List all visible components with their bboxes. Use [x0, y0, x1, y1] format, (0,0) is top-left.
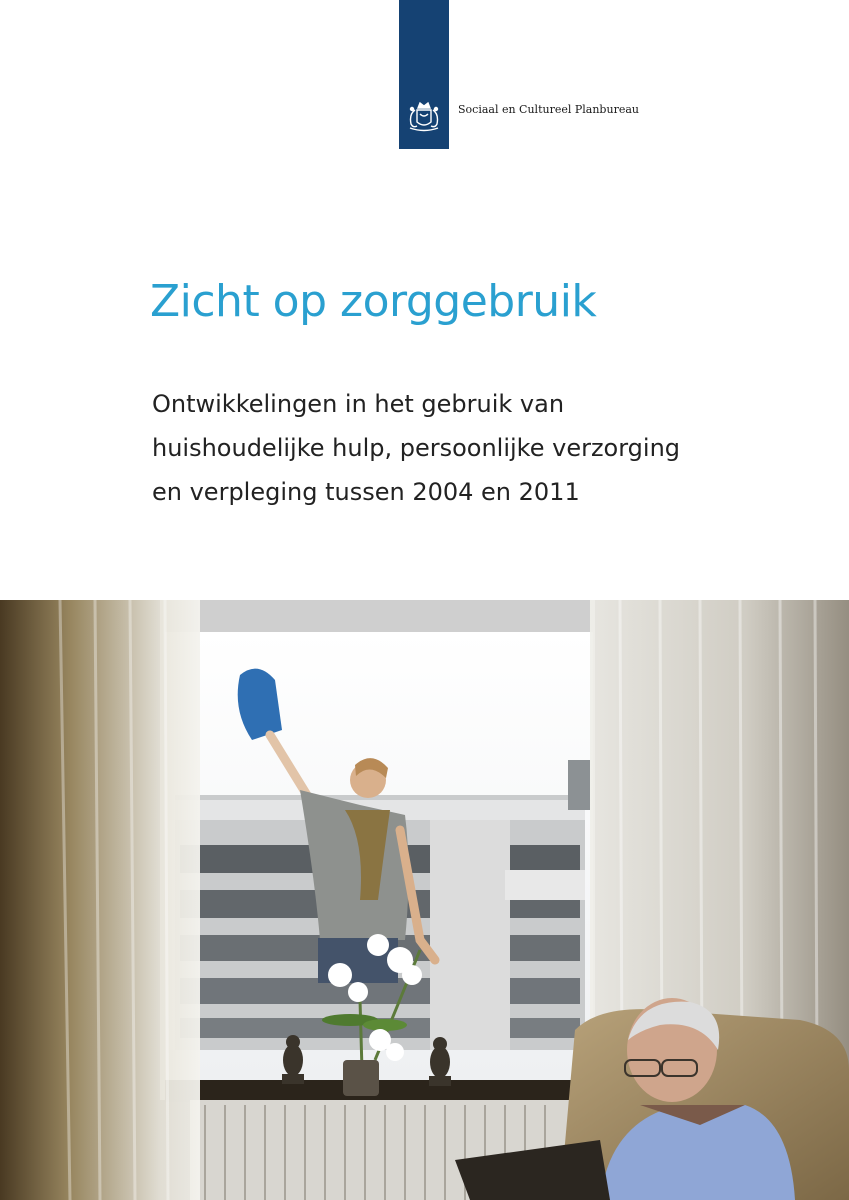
report-subtitle: [152, 382, 792, 514]
cover-photo-illustration: [0, 600, 849, 1200]
subtitle-line: en verpleging tussen 2004 en 2011: [152, 478, 580, 506]
subtitle-line: Ontwikkelingen in het gebruik van: [152, 390, 565, 418]
royal-coat-of-arms-icon: [404, 96, 444, 136]
cover-photo: [0, 600, 849, 1200]
publisher-name: Sociaal en Cultureel Planbureau: [458, 103, 639, 116]
subtitle-line: huishoudelijke hulp, persoonlijke verzorging: [152, 434, 681, 462]
government-logo-ribbon: [399, 0, 449, 149]
report-title: Zicht op zorggebruik: [150, 276, 597, 327]
